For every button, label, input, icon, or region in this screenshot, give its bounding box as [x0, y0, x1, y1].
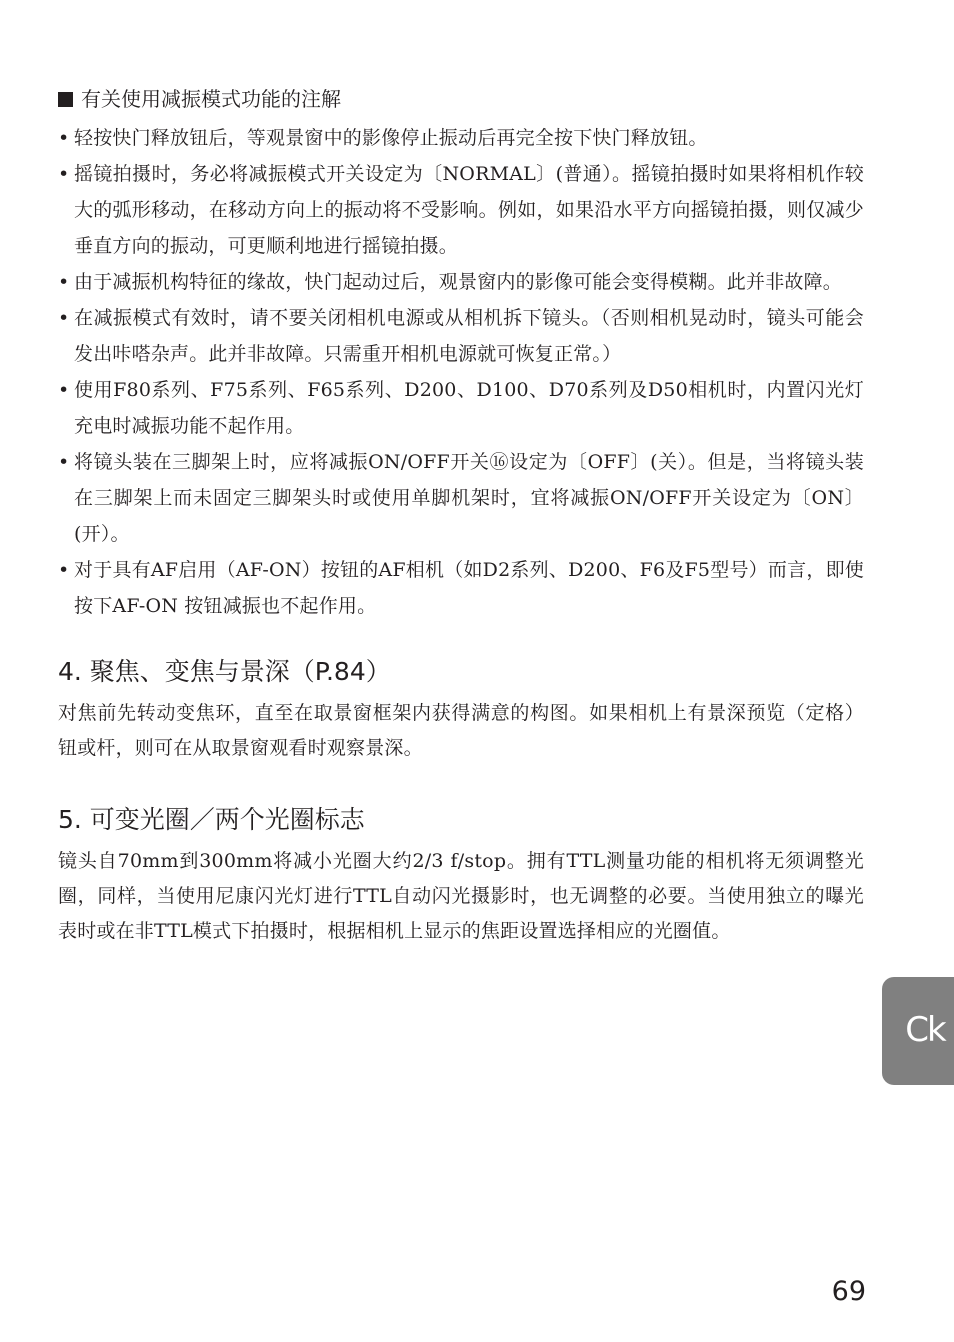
list-item-text: 对于具有AF启用（AF-ON）按钮的AF相机（如D2系列、D200、F6及F5型号）而言，即使按下AF-ON 按钮减振也不起作用。: [74, 559, 864, 617]
bullet-icon: •: [58, 451, 70, 473]
language-tab-label: Ck: [905, 1010, 945, 1050]
bullet-icon: •: [58, 163, 70, 185]
page-number: 69: [831, 1276, 866, 1307]
manual-page: [58, 84, 864, 949]
black-square-icon: [58, 92, 73, 107]
list-item-text: 使用F80系列、F75系列、F65系列、D200、D100、D70系列及D50相机时，内置闪光灯充电时减振功能不起作用。: [74, 379, 864, 437]
bullet-icon: •: [58, 307, 70, 329]
section-5-heading: 5. 可变光圈／两个光圈标志: [58, 805, 365, 834]
section-4-heading: 4. 聚焦、变焦与景深（P.84）: [58, 657, 391, 686]
language-tab: [882, 977, 954, 1085]
notes-heading: [58, 84, 864, 114]
section-4-body: 对焦前先转动变焦环，直至在取景窗框架内获得满意的构图。如果相机上有景深预览（定格）钮或杆，则可在从取景窗观看时观察景深。: [58, 702, 864, 759]
list-item: [58, 264, 864, 300]
list-item-text: 在减振模式有效时，请不要关闭相机电源或从相机拆下镜头。（否则相机晃动时，镜头可能会发出咔嗒杂声。此并非故障。只需重开相机电源就可恢复正常。）: [74, 307, 864, 365]
list-item-text: 轻按快门释放钮后，等观景窗中的影像停止振动后再完全按下快门释放钮。: [74, 127, 708, 149]
list-item: [58, 156, 864, 264]
list-item: [58, 552, 864, 624]
list-item: [58, 372, 864, 444]
list-item: [58, 444, 864, 552]
bullet-icon: •: [58, 379, 70, 401]
list-item: [58, 300, 864, 372]
bullet-icon: •: [58, 271, 70, 293]
bullet-icon: •: [58, 127, 70, 149]
list-item: [58, 120, 864, 156]
notes-list: [58, 120, 864, 624]
section-5-body: 镜头自70mm到300mm将减小光圈大约2/3 f/stop。拥有TTL测量功能的相机将无须调整光圈，同样，当使用尼康闪光灯进行TTL自动闪光摄影时，也无调整的必要。当使用独立的曝光表时或在非TTL模式下拍摄时，根据相机上显示的焦距设置选择相应的光圈值。: [58, 850, 864, 942]
list-item-text: 由于减振机构特征的缘故，快门起动过后，观景窗内的影像可能会变得模糊。此并非故障。: [74, 271, 843, 293]
list-item-text: 将镜头装在三脚架上时，应将减振ON/OFF开关⑯设定为〔OFF〕(关）。但是，当将镜头装在三脚架上而未固定三脚架头时或使用单脚机架时，宜将减振ON/OFF开关设定为〔ON〕(开）。: [74, 451, 864, 545]
notes-heading-text: 有关使用减振模式功能的注解: [81, 87, 341, 111]
bullet-icon: •: [58, 559, 70, 581]
list-item-text: 摇镜拍摄时，务必将减振模式开关设定为〔NORMAL〕(普通）。摇镜拍摄时如果将相机作较大的弧形移动，在移动方向上的振动将不受影响。例如，如果沿水平方向摇镜拍摄，则仅减少垂直方向的振动，可更顺利地进行摇镜拍摄。: [74, 163, 864, 257]
